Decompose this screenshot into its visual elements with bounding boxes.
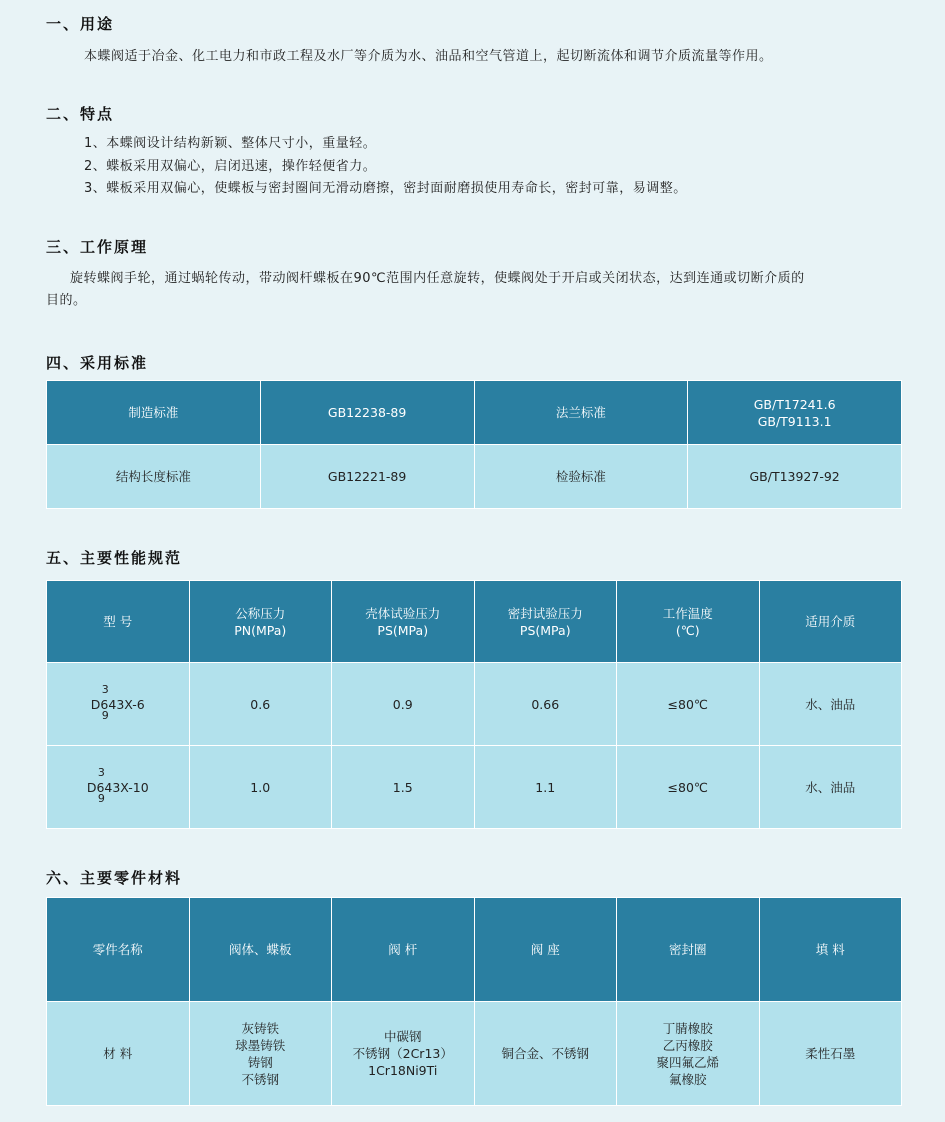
performance-header-cell [617,581,760,663]
materials-line: 丁腈橡胶 [662,1020,713,1036]
model-main: D643X-6 [90,696,145,712]
materials-line: 材 料 [103,1046,133,1061]
materials-line: 不锈钢 [241,1071,279,1087]
shell-test-cell: 1.5 [332,746,475,829]
standards-row [47,381,902,445]
temperature-cell: ≤80℃ [617,746,760,829]
materials-line: 不锈钢（2Cr13） [352,1046,453,1061]
standards-cell [688,445,902,509]
materials-header-cell: 阀体、蝶板 [189,898,332,1002]
materials-header-cell: 填 料 [759,898,902,1002]
materials-cell [474,1002,617,1106]
model-cell [47,746,190,829]
section-title-features: 二、特点 [46,105,115,123]
performance-header-line: 密封试验压力 [507,605,583,621]
performance-header-line: 壳体试验压力 [365,605,441,621]
performance-header-line: PN(MPa) [234,622,287,638]
performance-header-cell [189,581,332,663]
performance-header-line: 适用介质 [805,614,856,629]
standards-cell-line: GB/T13927-92 [749,469,840,484]
materials-cell [759,1002,902,1106]
standards-row [47,445,902,509]
performance-header-cell [759,581,902,663]
seal-test-cell: 1.1 [474,746,617,829]
performance-table [46,580,902,829]
standards-cell: 制造标准 [47,381,261,445]
materials-cell [189,1002,332,1106]
performance-header-line: PS(MPa) [377,622,429,638]
principle-text-line1: 旋转蝶阀手轮，通过蜗轮传动，带动阀杆蝶板在90℃范围内任意旋转，使蝶阀处于开启或关闭状态，达到连通或切断介质的 [70,271,805,286]
feature-item-2: 2、蝶板采用双偏心，启闭迅速，操作轻便省力。 [84,159,377,174]
model-subscript: 9 [101,708,109,722]
performance-header-cell [332,581,475,663]
materials-line: 铸钢 [247,1054,273,1070]
section-title-usage: 一、用途 [46,15,115,33]
pn-cell: 0.6 [189,663,332,746]
performance-header-line: (℃) [675,622,700,638]
materials-cell [332,1002,475,1106]
performance-header-cell [47,581,190,663]
materials-line: 灰铸铁 [241,1020,279,1036]
materials-header-cell: 零件名称 [47,898,190,1002]
materials-header-cell: 密封圈 [617,898,760,1002]
materials-line: 聚四氟乙烯 [656,1054,719,1070]
materials-header-cell: 阀 座 [474,898,617,1002]
materials-line: 柔性石墨 [805,1046,856,1061]
model-code [86,765,149,805]
standards-cell-line: GB/T9113.1 [757,413,832,429]
medium-cell: 水、油品 [759,663,902,746]
materials-line: 中碳钢 [383,1029,422,1044]
section-title-standards: 四、采用标准 [46,354,149,372]
section-title-performance: 五、主要性能规范 [46,549,183,567]
shell-test-cell: 0.9 [332,663,475,746]
standards-cell [688,381,902,445]
standards-cell-line: GB/T17241.6 [753,396,836,412]
feature-item-1: 1、本蝶阀设计结构新颖、整体尺寸小，重量轻。 [84,136,377,151]
standards-cell: GB12221-89 [260,445,474,509]
performance-header-line: 型 号 [103,614,133,629]
performance-header-row [47,581,902,663]
performance-row [47,746,902,829]
model-code [90,682,145,722]
section-title-materials: 六、主要零件材料 [46,869,183,887]
materials-header-cell: 阀 杆 [332,898,475,1002]
performance-header-line: 公称压力 [235,605,286,621]
model-subscript: 9 [97,791,105,805]
performance-header-cell [474,581,617,663]
materials-line: 1Cr18Ni9Ti [368,1063,438,1078]
standards-table [46,380,902,509]
performance-row [47,663,902,746]
usage-text: 本蝶阀适于冶金、化工电力和市政工程及水厂等介质为水、油品和空气管道上，起切断流体和调节介质流量等作用。 [84,49,773,64]
principle-text-line2: 目的。 [46,293,87,308]
section-title-principle: 三、工作原理 [46,238,149,256]
performance-header-line: 工作温度 [662,605,713,621]
model-superscript: 3 [97,765,105,779]
standards-cell: GB12238-89 [260,381,474,445]
medium-cell: 水、油品 [759,746,902,829]
materials-line: 球墨铸铁 [235,1037,286,1053]
standards-cell: 结构长度标准 [47,445,261,509]
materials-line: 铜合金、不锈钢 [501,1046,589,1061]
model-cell [47,663,190,746]
feature-item-3: 3、蝶板采用双偏心，使蝶板与密封圈间无滑动磨擦，密封面耐磨损使用寿命长，密封可靠，易调整。 [84,181,687,196]
model-main: D643X-10 [86,779,149,795]
materials-line: 氟橡胶 [668,1071,707,1087]
standards-cell: 检验标准 [474,445,688,509]
pn-cell: 1.0 [189,746,332,829]
materials-line: 乙丙橡胶 [662,1037,713,1053]
materials-row [47,1002,902,1106]
performance-header-line: PS(MPa) [519,622,571,638]
materials-cell [47,1002,190,1106]
standards-cell: 法兰标准 [474,381,688,445]
temperature-cell: ≤80℃ [617,663,760,746]
model-superscript: 3 [101,682,109,696]
materials-cell [617,1002,760,1106]
materials-header-row [47,898,902,1002]
materials-table [46,897,902,1106]
seal-test-cell: 0.66 [474,663,617,746]
